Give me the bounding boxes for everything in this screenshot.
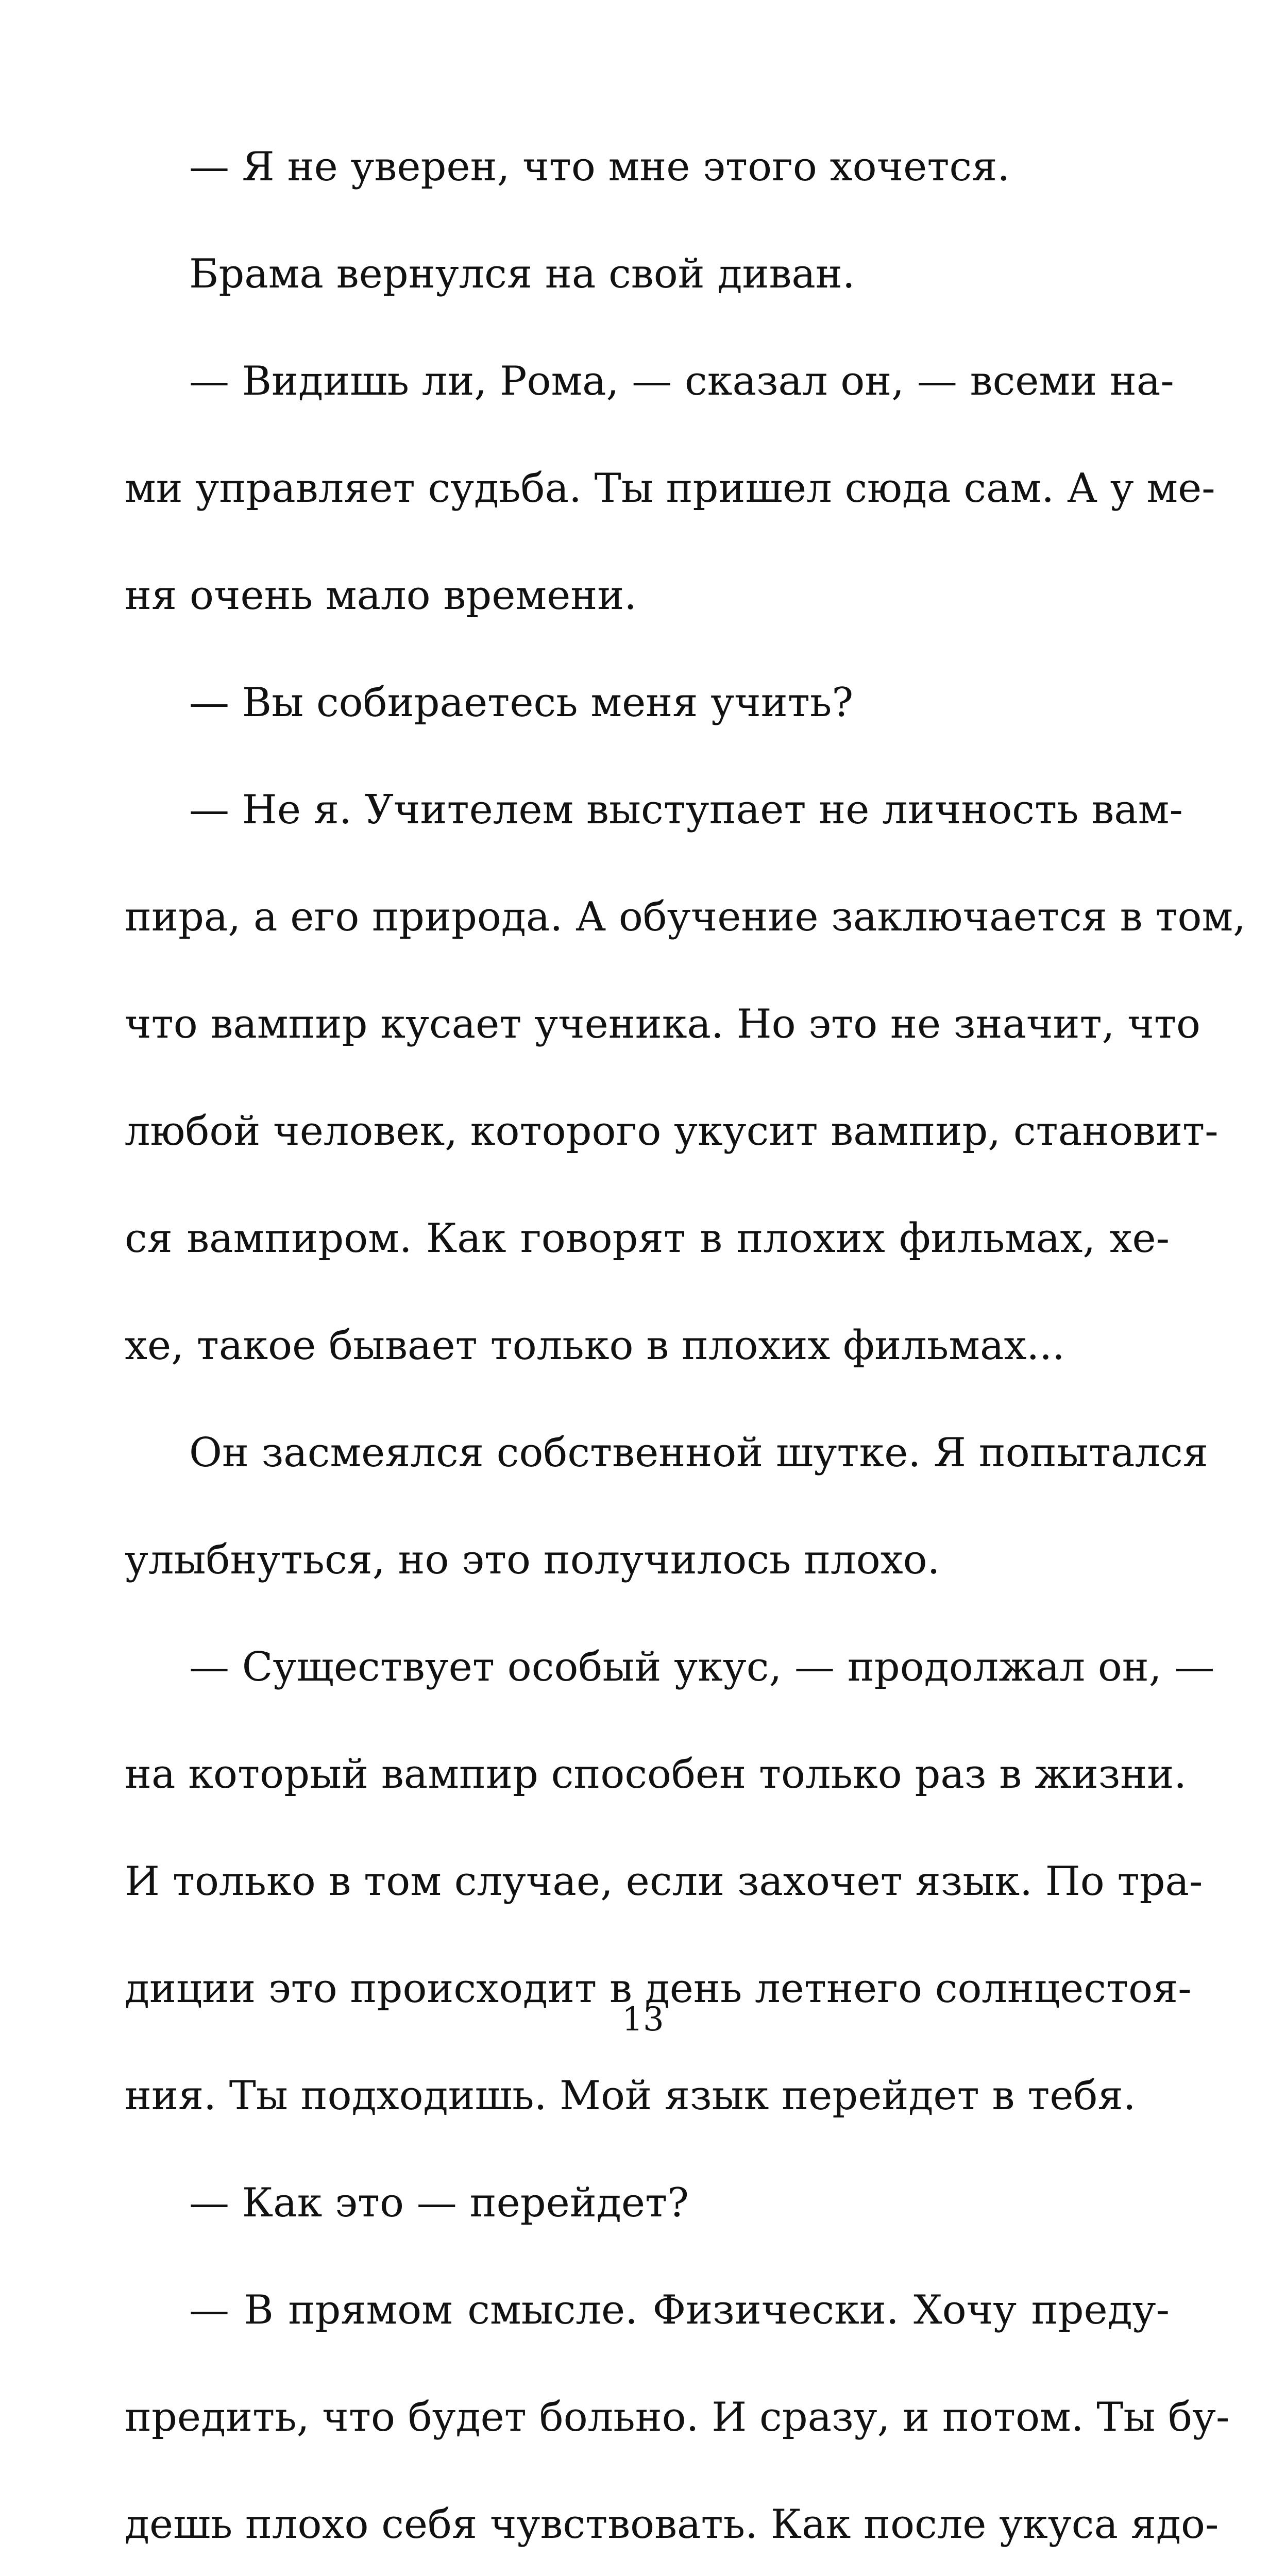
text-line: — В прямом смысле. Физически. Хочу преду- [189,2287,1170,2333]
text-line: И только в том случае, если захочет язык. По тра- [125,1858,1203,1905]
text-line: предить, что будет больно. И сразу, и потом. Ты бу- [125,2394,1230,2441]
text-line: улыбнуться, но это получилось плохо. [125,1537,940,1583]
text-line: — Вы собираетесь меня учить? [189,680,854,726]
text-line: что вампир кусает ученика. Но это не значит, что [125,1001,1200,1047]
text-line: ния. Ты подходишь. Мой язык перейдет в тебя. [125,2073,1136,2119]
text-line: ся вампиром. Как говорят в плохих фильмах, хе- [125,1215,1170,1262]
text-line: дешь плохо себя чувствовать. Как после укуса ядо- [125,2501,1219,2548]
page-number: 13 [622,2001,664,2039]
text-line: любой человек, которого укусит вампир, становит- [125,1108,1219,1155]
body-text [125,113,1246,2576]
text-line: — Не я. Учителем выступает не личность вам- [189,787,1183,833]
text-line: на который вампир способен только раз в жизни. [125,1751,1187,1798]
text-line: хе, такое бывает только в плохих фильмах... [125,1323,1065,1369]
text-line: ми управляет судьба. Ты пришел сюда сам. А у ме- [125,465,1215,512]
text-line: — Как это — перейдет? [189,2180,689,2226]
text-line: Он засмеялся собственной шутке. Я попытался [189,1430,1208,1476]
text-line: диции это происходит в день летнего солнцестоя- [125,1965,1192,2012]
text-line: ня очень мало времени. [125,572,637,619]
text-line: — Видишь ли, Рома, — сказал он, — всеми на- [189,358,1174,404]
text-line: пира, а его природа. А обучение заключается в том, [125,894,1246,940]
text-line: — Существует особый укус, — продолжал он, — [189,1644,1215,1690]
text-line: Брама вернулся на свой диван. [189,251,855,297]
text-line: — Я не уверен, что мне этого хочется. [189,144,1010,190]
